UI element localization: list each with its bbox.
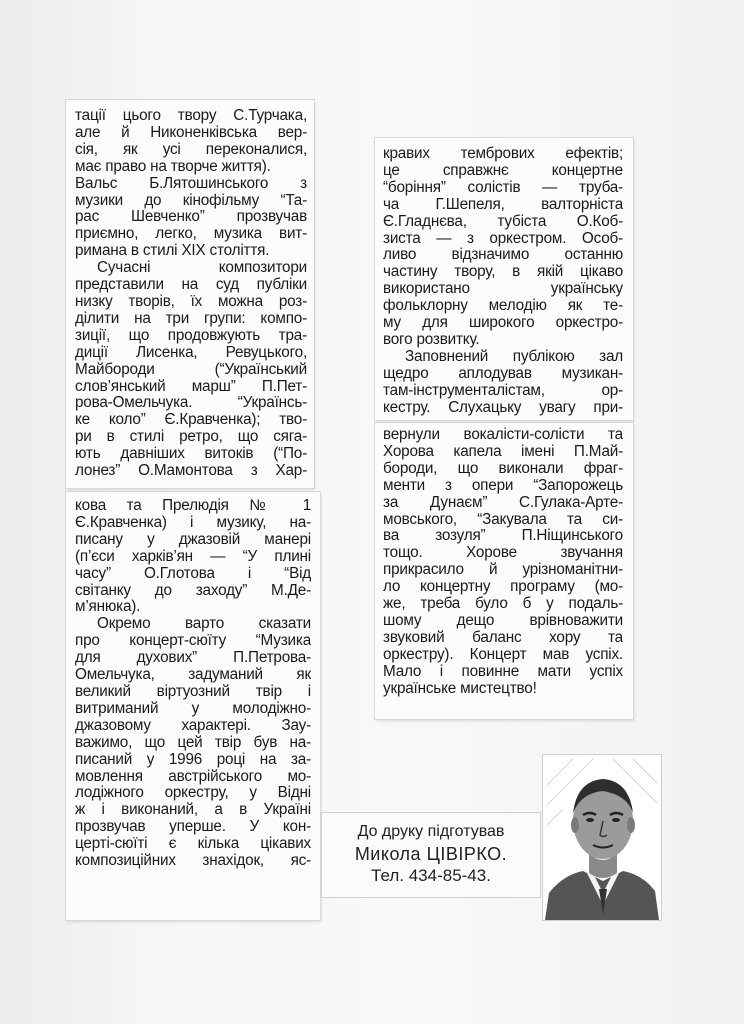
article-line: Окремо варто сказати [97,616,311,633]
article-line: ливо відзначимо останню [383,247,623,264]
article-line: тощо. Хорове звучання [383,545,623,562]
article-line: мовлення австрійського мо- [75,768,311,785]
article-line: ють давніших витоків (“По- [75,446,307,463]
article-line: важимо, що цей твір був на- [75,734,311,751]
article-line: Омельчука, задуманий як [75,667,311,684]
article-line: великий віртуозний твір і [75,683,311,700]
article-line: Є.Кравченка) і музику, на- [75,514,311,531]
article-line: використано українську [383,281,623,298]
article-line: “боріння” солістів — труба- [383,179,623,196]
article-line: кравих тембрових ефектів; [383,146,623,162]
article-line: Мало і повинне мати успіх [383,663,623,680]
article-line: менти з опери “Запорожець [383,477,623,494]
article-text-col2-bottom [383,427,623,698]
article-clipping-col2-top [375,138,633,420]
article-line: щедро аплодував музикан- [383,365,623,382]
article-line: писаний у 1996 році на за- [75,751,311,768]
article-line: м’янюка). [75,599,141,616]
article-line: ри в стилі ретро, що сяга- [75,429,307,446]
article-line: звуковий баланс хору та [383,629,623,646]
article-line: джазовому характері. Зау- [75,717,311,734]
article-line: рова-Омельчука. “Українсь- [75,395,307,412]
signature-prepared-by: До друку підготував [357,823,505,840]
author-signature-block [322,813,540,897]
signature-phone: Тел. 434-85-43. [371,866,491,885]
article-text-col1-top [75,108,307,480]
article-line: мовського, “Закувала та си- [383,511,623,528]
article-line: (п’єси харків’ян — “У плині [75,548,311,565]
article-line: українське мистецтво! [383,680,537,697]
article-line: му для широкого оркестро- [383,315,623,332]
article-line: Вальс Б.Лятошинського з [75,175,307,192]
article-line: бороди, що виконали фраг- [383,460,623,477]
article-line: має право на творче життя). [75,158,271,175]
article-line: приємно, легко, музика вит- [75,226,307,243]
article-line: представили на суд публіки [75,277,307,294]
article-text-col2-top [383,146,623,417]
article-line: сія, як усі переконалися, [75,141,307,158]
article-line: часу” О.Глотова і “Від [75,565,311,582]
article-line: низку творів, їх можна роз- [75,293,307,310]
article-line: тації цього твору С.Турчака, [75,108,307,124]
article-line: але й Никоненківська вер- [75,124,307,141]
article-line: лодіжного оркестру, у Відні [75,785,311,802]
author-portrait-photo [543,755,661,920]
article-clipping-col1-top [66,100,314,488]
signature-author-name: Микола ЦІВІРКО. [354,844,508,864]
article-line: музики до кінофільму “Та- [75,192,307,209]
article-line: диції Лисенка, Ревуцького, [75,344,307,361]
article-line: писану у джазовій манері [75,531,311,548]
article-line: прозвучав уперше. У кон- [75,819,311,836]
article-line: ж і виконаний, а в Україні [75,802,311,819]
article-line: римана в стилі XIX століття. [75,243,270,260]
article-line: це справжнє концертне [383,162,623,179]
article-line: Заповнений публікою зал [405,348,623,365]
article-line: ло концертну програму (мо- [383,579,623,596]
article-line: Сучасні композитори [97,260,307,277]
article-line: зиції, що продовжують тра- [75,327,307,344]
article-line: слов’янський марш” П.Пет- [75,378,307,395]
article-text-col1-bottom [75,498,311,870]
article-line: рас Шевченко” прозвучав [75,209,307,226]
article-line: за Дунаєм” С.Гулака-Арте- [383,494,623,511]
article-line: для духових” П.Петрова- [75,650,311,667]
article-line: Є.Гладнєва, тубіста О.Коб- [383,213,623,230]
article-line: церті-сюїті є кілька цікавих [75,836,311,853]
article-line: зиста — з оркестром. Особ- [383,230,623,247]
article-line: ва зозуля” П.Ніщинського [383,528,623,545]
article-line: кестру. Слухацьку увагу при- [383,399,623,416]
article-line: кова та Прелюдія № 1 [75,498,311,514]
article-line: вого розвитку. [383,331,480,348]
article-line: там-інструменталістам, ор- [383,382,623,399]
article-line: частину твору, в якій цікаво [383,264,623,281]
article-line: лонез” О.Мамонтова з Хар- [75,463,307,480]
article-line: Хорова капела імені П.Май- [383,443,623,460]
article-line: шому дещо врівноважити [383,612,623,629]
article-line: композиційних знахідок, яс- [75,853,311,870]
article-line: ке коло” Є.Кравченка); тво- [75,412,307,429]
author-portrait-sketch [543,755,661,920]
article-line: про концерт-сюїту “Музика [75,633,311,650]
article-line: ділити на три групи: компо- [75,310,307,327]
article-line: оркестру). Концерт мав успіх. [383,646,623,663]
article-line: фольклорну мелодію як те- [383,298,623,315]
article-line: же, треба було б у подаль- [383,596,623,613]
article-line: ча Г.Шепеля, валторніста [383,196,623,213]
article-line: витриманий у молодіжно- [75,700,311,717]
article-line: світанку до заходу” М.Де- [75,582,311,599]
article-clipping-col1-bottom [66,492,320,920]
article-clipping-col2-bottom [375,423,633,719]
article-line: Майбороди (“Український [75,361,307,378]
article-line: прикрасило й урізноманітни- [383,562,623,579]
article-line: вернули вокалісти-солісти та [383,427,623,443]
